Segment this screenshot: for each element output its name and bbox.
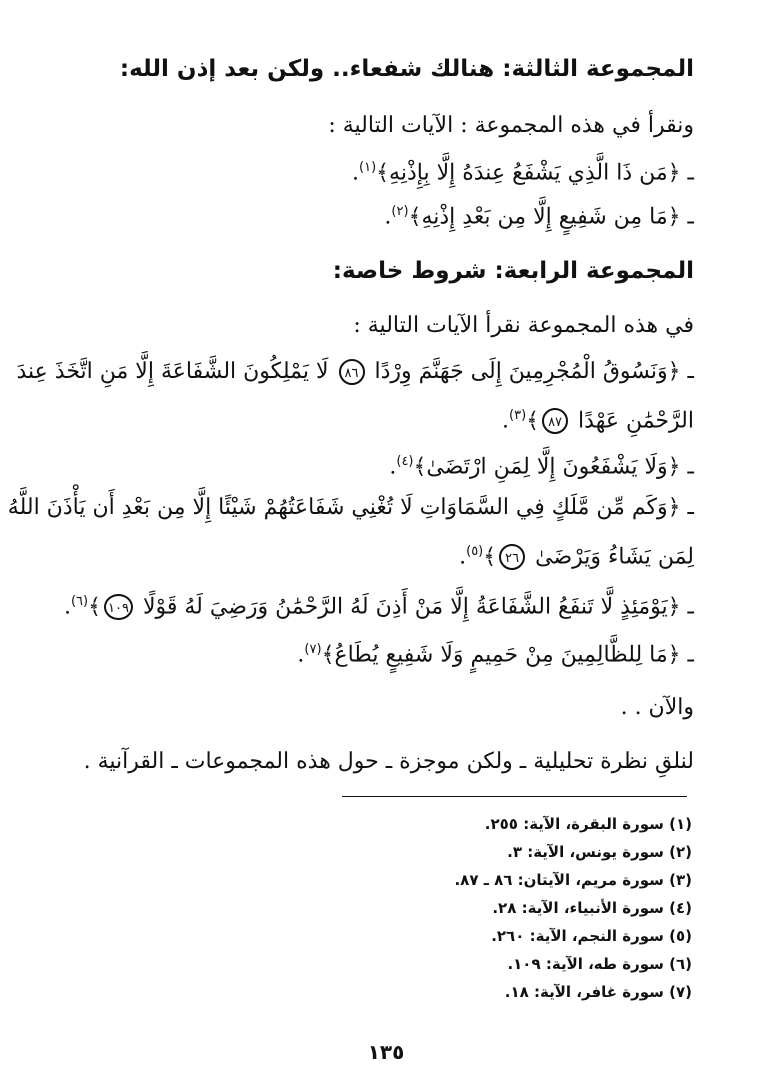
footnote-4: (٤) سورة الأنبياء، الآية: ٢٨.	[492, 899, 692, 917]
period: .	[384, 204, 392, 230]
footnote-ref: (٥)	[466, 544, 484, 559]
footnote-ref: (٤)	[396, 454, 414, 469]
closing-final: لنلقِ نظرة تحليلية ـ ولكن موجزة ـ حول هذه المجموعات ـ القرآنية .	[83, 749, 694, 774]
period: .	[352, 160, 360, 186]
verse-number-marker: ٨٦	[339, 359, 365, 385]
verse-text: ﴿وَنَسُوقُ الْمُجْرِمِينَ إِلَى جَهَنَّمَ وِرْدًا	[374, 359, 681, 384]
group4-verse3-line2	[78, 532, 694, 577]
group3-verse1	[78, 148, 694, 193]
period: .	[502, 408, 510, 434]
footnote-ref: (٦)	[70, 594, 89, 609]
verse-text: لِمَن يَشَاءُ وَيَرْضَىٰ	[535, 544, 694, 570]
verse-number-marker: ١٠٩	[104, 594, 133, 620]
group4-verse5	[78, 630, 694, 675]
verse-text: ﴿وَكَم مِّن مَّلَكٍ فِي السَّمَاوَاتِ لَا تُغْنِي شَفَاعَتُهُمْ شَيْئًا إِلَّا مِن بَعْدِ أَن يَأْذَنَ اللَّهُ	[7, 495, 681, 520]
period: .	[297, 642, 305, 668]
group4-verse2	[78, 442, 694, 487]
bullet: ـ	[687, 160, 694, 186]
page-number: ١٣٥	[367, 1040, 405, 1064]
verse-text: ﴿مَا لِلظَّالِمِينَ مِنْ حَمِيمٍ وَلَا شَفِيعٍ يُطَاعُ﴾	[321, 642, 681, 668]
closing-now: والآن . .	[620, 695, 694, 720]
closing-bracket: ﴾	[88, 594, 101, 620]
group3-verse2	[78, 192, 694, 237]
group4-verse1-line1	[16, 352, 694, 392]
period: .	[389, 454, 397, 480]
group3-intro: ونقرأ في هذه المجموعة : الآيات التالية :	[328, 113, 694, 138]
verse-number-marker: ٨٧	[542, 408, 568, 434]
group4-verse3-line1	[7, 488, 694, 528]
footnote-ref: (١)	[359, 160, 377, 175]
closing-bracket: ﴾	[483, 544, 497, 570]
verse-text: ﴿مَن ذَا الَّذِي يَشْفَعُ عِندَهُ إِلَّا بِإِذْنِهِ﴾	[376, 160, 681, 186]
verse-number-marker: ٢٦	[499, 544, 525, 570]
group4-verse4	[63, 582, 694, 627]
group4-heading: المجموعة الرابعة: شروط خاصة:	[332, 258, 694, 284]
footnote-5: (٥) سورة النجم، الآية: ٢٦٠.	[491, 927, 692, 945]
verse-text: ﴿يَوْمَئِذٍ لَّا تَنفَعُ الشَّفَاعَةُ إِلَّا مَنْ أَذِنَ لَهُ الرَّحْمَٰنُ وَرَضِيَ لَهُ قَوْلًا	[142, 594, 681, 620]
footnote-3: (٣) سورة مريم، الآيتان: ٨٦ ـ ٨٧.	[454, 871, 692, 889]
bullet: ـ	[687, 495, 694, 520]
verse-text: الرَّحْمَٰنِ عَهْدًا	[578, 408, 694, 434]
bullet: ـ	[687, 204, 694, 230]
period: .	[459, 544, 467, 570]
footnote-ref: (٣)	[509, 408, 527, 423]
footnote-2: (٢) سورة يونس، الآية: ٣.	[507, 843, 692, 861]
group3-heading: المجموعة الثالثة: هنالك شفعاء.. ولكن بعد إذن الله:	[119, 56, 694, 82]
bullet: ـ	[687, 359, 694, 384]
bullet: ـ	[687, 642, 694, 668]
footnote-6: (٦) سورة طه، الآية: ١٠٩.	[507, 955, 692, 973]
bullet: ـ	[687, 454, 694, 480]
footnote-ref: (٢)	[391, 204, 409, 219]
bullet: ـ	[687, 594, 694, 620]
verse-text: ﴿وَلَا يَشْفَعُونَ إِلَّا لِمَنِ ارْتَضَىٰ﴾	[413, 454, 681, 480]
period: .	[63, 594, 71, 620]
footnote-divider	[342, 796, 687, 797]
group4-intro: في هذه المجموعة نقرأ الآيات التالية :	[353, 313, 694, 338]
group4-verse1-line2	[78, 396, 694, 441]
footnote-1: (١) سورة البقرة، الآية: ٢٥٥.	[484, 815, 692, 833]
footnote-ref: (٧)	[304, 642, 322, 657]
verse-text: لَا يَمْلِكُونَ الشَّفَاعَةَ إِلَّا مَنِ اتَّخَذَ عِندَ	[16, 359, 329, 384]
footnote-7: (٧) سورة غافر، الآية: ١٨.	[504, 983, 692, 1001]
verse-text: ﴿مَا مِن شَفِيعٍ إِلَّا مِن بَعْدِ إِذْنِهِ﴾	[408, 204, 681, 230]
closing-bracket: ﴾	[526, 408, 540, 434]
